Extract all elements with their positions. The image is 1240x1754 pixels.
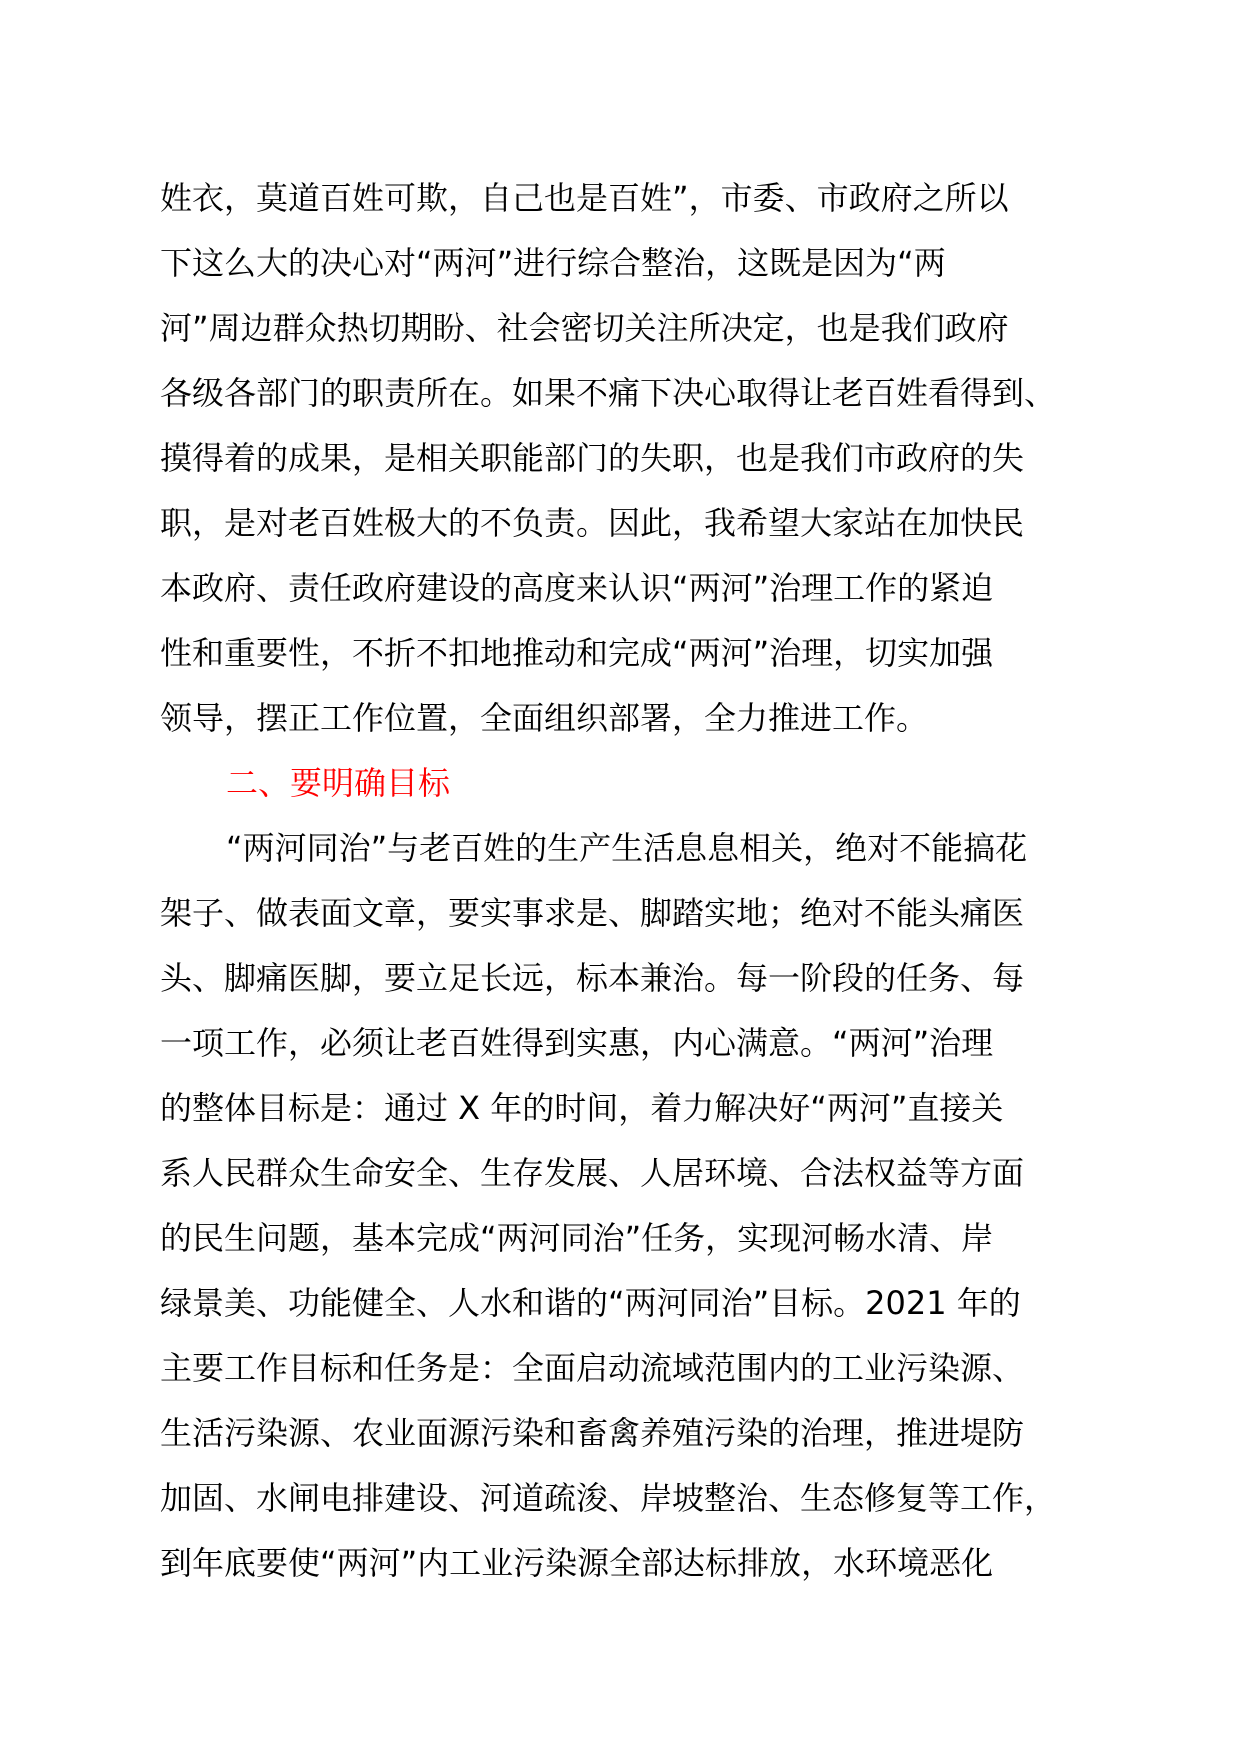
- paragraph-line: 绿景美、功能健全、人水和谐的“两河同治”目标。2021 年的: [160, 1284, 1021, 1322]
- paragraph-line: 生活污染源、农业面源污染和畜禽养殖污染的治理，推进堤防: [160, 1414, 1025, 1452]
- paragraph-line: 各级各部门的职责所在。如果不痛下决心取得让老百姓看得到、: [160, 374, 1057, 412]
- paragraph-line: 性和重要性，不折不扣地推动和完成“两河”治理，切实加强: [160, 634, 994, 672]
- paragraph-line: 摸得着的成果，是相关职能部门的失职，也是我们市政府的失: [160, 439, 1025, 477]
- paragraph-line: 一项工作，必须让老百姓得到实惠，内心满意。“两河”治理: [160, 1024, 994, 1062]
- paragraph-line: 架子、做表面文章，要实事求是、脚踏实地；绝对不能头痛医: [160, 894, 1025, 932]
- paragraph-line: 河”周边群众热切期盼、社会密切关注所决定，也是我们政府: [160, 309, 1009, 347]
- paragraph-line: 的整体目标是：通过 X 年的时间，着力解决好“两河”直接关: [160, 1089, 1004, 1127]
- paragraph-line: 下这么大的决心对“两河”进行综合整治，这既是因为“两: [160, 244, 946, 282]
- section-heading: 二、要明确目标: [226, 764, 451, 802]
- paragraph-line: 系人民群众生命安全、生存发展、人居环境、合法权益等方面: [160, 1154, 1025, 1192]
- paragraph-line: 领导，摆正工作位置，全面组织部署，全力推进工作。: [160, 699, 929, 737]
- paragraph-line: 加固、水闸电排建设、河道疏浚、岸坡整治、生态修复等工作，: [160, 1479, 1057, 1517]
- paragraph-line: 主要工作目标和任务是：全面启动流域范围内的工业污染源、: [160, 1349, 1025, 1387]
- paragraph-line: 的民生问题，基本完成“两河同治”任务，实现河畅水清、岸: [160, 1219, 994, 1257]
- paragraph-line: 到年底要使“两河”内工业污染源全部达标排放，水环境恶化: [160, 1544, 994, 1582]
- paragraph-line: “两河同治”与老百姓的生产生活息息相关，绝对不能搞花: [226, 829, 1028, 867]
- paragraph-line: 头、脚痛医脚，要立足长远，标本兼治。每一阶段的任务、每: [160, 959, 1025, 997]
- paragraph-line: 本政府、责任政府建设的高度来认识“两河”治理工作的紧迫: [160, 569, 994, 607]
- document-body: [160, 166, 1120, 1596]
- paragraph-line: 职，是对老百姓极大的不负责。因此，我希望大家站在加快民: [160, 504, 1025, 542]
- paragraph-line: 姓衣，莫道百姓可欺，自己也是百姓”，市委、市政府之所以: [160, 179, 1009, 217]
